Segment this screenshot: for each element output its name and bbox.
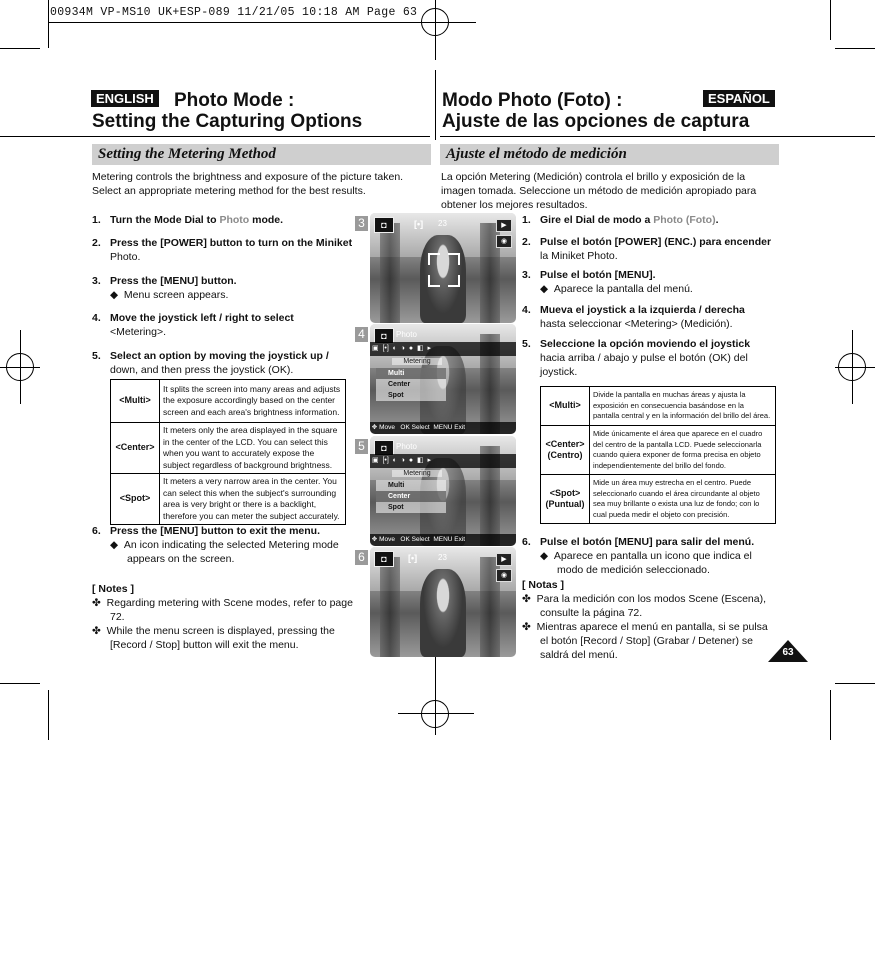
en-step-1: 1. Turn the Mode Dial to Photo mode.: [92, 214, 284, 226]
camera-screen-6: [370, 547, 516, 657]
es-section-heading: Ajuste el método de medición: [440, 144, 779, 165]
en-intro: Metering controls the brightness and exposure of the picture taken. Select an appropriate metering method for the best results.: [92, 171, 404, 197]
camera-screen-5: [370, 436, 516, 546]
menu-footer: ✥ Move OK Select MENU Exit: [370, 534, 516, 546]
menu-footer: ✥ Move OK Select MENU Exit: [370, 422, 516, 434]
menu-tab-bar: ▣ [•] ◐ ◑ ● ◧ ▸: [370, 342, 516, 356]
en-title-line1: Photo Mode :: [174, 90, 295, 111]
camera-icon: ◘: [374, 328, 394, 344]
menu-item-multi: Multi: [376, 368, 446, 379]
english-tag: ENGLISH: [91, 90, 159, 107]
es-intro: La opción Metering (Medición) controla el brillo y exposición de la imagen tomada. Seleccione un método de medición apropiado para obtener los mejores resultados.: [441, 171, 757, 211]
en-step-6: 6. Press the [MENU] button to exit the menu. ◆ An icon indicating the selected Metering mode appears on the screen.: [92, 525, 339, 565]
metering-menu-list: [376, 480, 446, 513]
camera-icon: ◘: [374, 440, 394, 456]
es-step-3: 3. Pulse el botón [MENU]. ◆ Aparece la pantalla del menú.: [522, 269, 693, 295]
es-notes: [ Notas ] ✤ Para la medición con los modos Scene (Escena), consulte la página 72. ✤ Mientras aparece el menú en pantalla, si se pulsa el botón [Record / Stop] (Grabar / Detener) se saldrá del menú.: [522, 579, 768, 661]
mode-label: Photo: [396, 330, 417, 339]
table-row: <Multi> Divide la pantalla en muchas áreas y ajusta la exposición en consecuencia basándose en la pantalla central y en la información del brillo del área.: [541, 387, 776, 426]
screen-badge-6: 6: [355, 550, 368, 565]
registration-mark-top: [421, 8, 449, 36]
es-title-line2: Ajuste de las opciones de captura: [442, 111, 750, 132]
metering-menu-list: [376, 368, 446, 401]
mode-label: Photo: [396, 442, 417, 451]
menu-item-spot: Spot: [388, 392, 404, 399]
print-slug: 00934M VP-MS10 UK+ESP-089 11/21/05 10:18 AM Page 63: [50, 6, 418, 19]
menu-item-spot: Spot: [388, 504, 404, 511]
menu-item-center: Center: [376, 491, 446, 502]
table-row: <Spot> (Puntual) Mide un área muy estrecha en el centro. Puede seleccionarlo cuando el área circundante al objeto sea muy brillante o exista una luz de fondo; con lo cual pueda medir el objeto con precisión.: [541, 475, 776, 524]
en-title-line2: Setting the Capturing Options: [92, 111, 363, 132]
menu-title: Metering: [392, 358, 442, 365]
camera-screen-3: [370, 213, 516, 323]
table-row: <Center> It meters only the area displayed in the square in the center of the LCD. You can select this when you want to accurately expose the subject regardless of background brightness.: [111, 423, 346, 474]
es-step-5: 5. Seleccione la opción moviendo el joystick hacia arriba / abajo y pulse el botón (OK) del joystick.: [522, 338, 751, 378]
spanish-tag: ESPAÑOL: [703, 90, 775, 107]
es-title-line1: Modo Photo (Foto) :: [442, 90, 623, 111]
es-step-4: 4. Mueva el joystick a la izquierda / derecha hasta seleccionar <Metering> (Medición).: [522, 304, 745, 330]
page-number: 63: [782, 647, 794, 658]
en-metering-table: [110, 379, 346, 525]
menu-tab-bar: ▣ [•] ◐ ◑ ● ◧ ▸: [370, 454, 516, 468]
menu-item-multi: Multi: [388, 482, 405, 489]
quality-icon: ◉: [496, 235, 512, 248]
play-icon: ▶: [496, 553, 512, 566]
screen-badge-4: 4: [355, 327, 368, 342]
es-metering-table: [540, 386, 776, 524]
screen-badge-5: 5: [355, 439, 368, 454]
table-row: <Spot> It meters a very narrow area in the center. You can select this when the subject's surrounding area is very bright or there is a backlight, therefore you can meter the subject accurately.: [111, 474, 346, 525]
quality-icon: ◉: [496, 569, 512, 582]
menu-item-center: Center: [388, 381, 411, 388]
camera-screen-4: [370, 324, 516, 434]
en-section-heading: Setting the Metering Method: [92, 144, 431, 165]
table-row: <Center> (Centro) Mide únicamente el área que aparece en el cuadro del centro de la pantalla LCD. Puede seleccionarla cuando quiera exponer de forma precisa en objeto independientemente del brillo del fondo.: [541, 426, 776, 475]
en-step-2: 2. Press the [POWER] button to turn on the Miniket Photo.: [92, 237, 353, 263]
metering-icon: [•]: [414, 219, 424, 229]
en-notes: [ Notes ] ✤ Regarding metering with Scene modes, refer to page 72. ✤ While the menu screen is displayed, pressing the [Record / Stop] button will exit the menu.: [92, 583, 353, 651]
metering-center-icon: [•]: [408, 553, 418, 563]
shot-count: 23: [438, 219, 447, 228]
en-step-5: 5. Select an option by moving the joystick up / down, and then press the joystick (OK).: [92, 350, 329, 376]
menu-title: Metering: [392, 470, 442, 477]
es-step-1: 1. Gire el Dial de modo a Photo (Foto).: [522, 214, 719, 226]
es-step-6: 6. Pulse el botón [MENU] para salir del menú. ◆ Aparece en pantalla un icono que indica el modo de medición seleccionado.: [522, 536, 755, 576]
screen-badge-3: 3: [355, 216, 368, 231]
registration-mark-bottom: [421, 700, 449, 728]
play-icon: ▶: [496, 219, 512, 232]
en-step-4: 4. Move the joystick left / right to select <Metering>.: [92, 312, 294, 338]
es-step-2: 2. Pulse el botón [POWER] (ENC.) para encender la Miniket Photo.: [522, 236, 772, 262]
shot-count: 23: [438, 553, 447, 562]
camera-icon: ◘: [374, 217, 394, 233]
en-step-3: 3. Press the [MENU] button. ◆ Menu screen appears.: [92, 275, 237, 301]
table-row: <Multi> It splits the screen into many areas and adjusts the exposure accordingly based on the center screen and each area's brightness information.: [111, 380, 346, 423]
camera-icon: ◘: [374, 551, 394, 567]
